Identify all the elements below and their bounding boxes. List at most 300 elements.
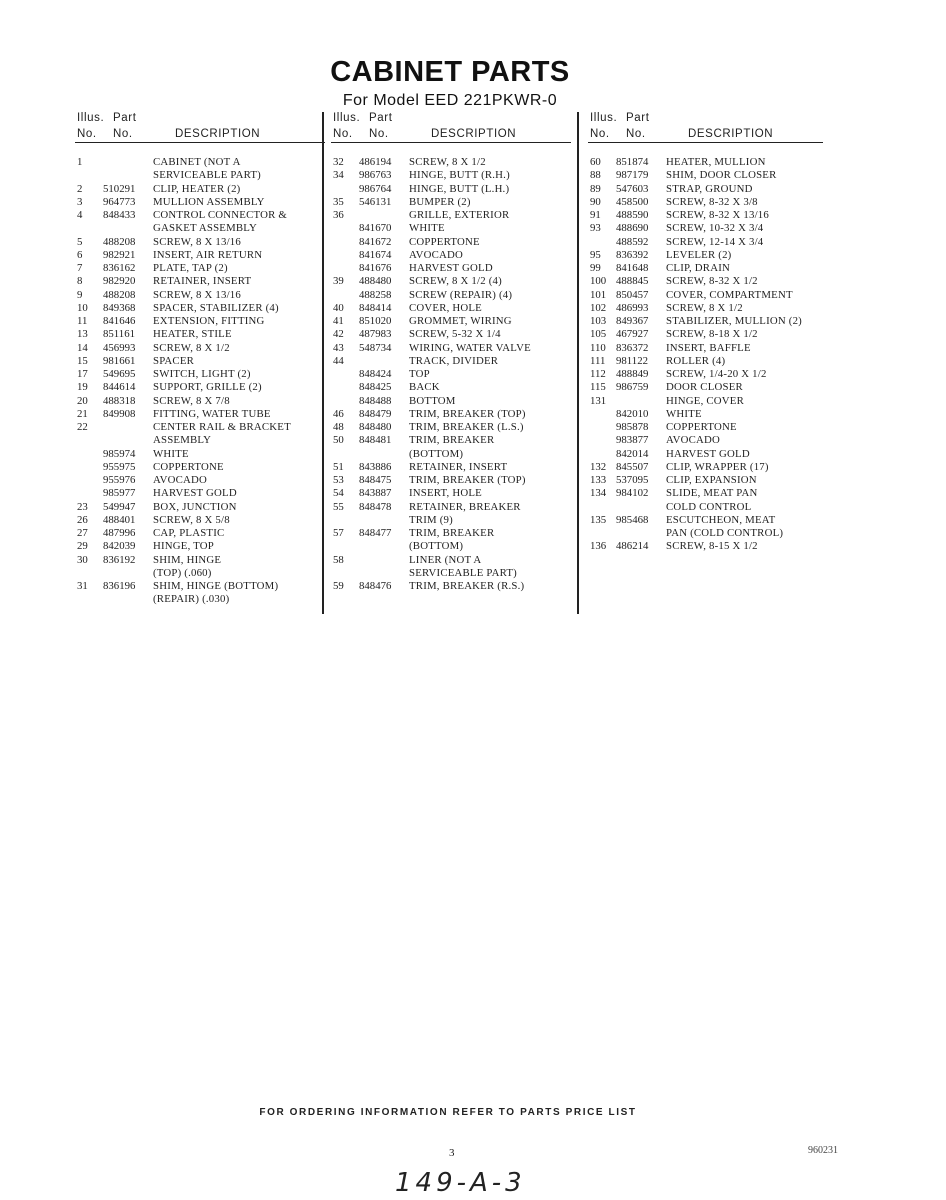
header-part-no: No. — [626, 128, 646, 140]
illus-number: 2 — [77, 182, 83, 195]
table-row — [331, 461, 591, 474]
part-number: 985878 — [616, 421, 649, 433]
table-row — [75, 196, 335, 209]
illus-number: 42 — [333, 328, 344, 341]
part-description: EXTENSION, FITTING — [153, 315, 265, 327]
part-number: 488258 — [359, 288, 392, 301]
table-row — [331, 580, 591, 593]
table-row — [588, 527, 848, 540]
part-number: 964773 — [103, 195, 136, 208]
table-row — [331, 554, 591, 567]
part-number: 549947 — [103, 500, 136, 513]
illus-number: 10 — [77, 301, 88, 314]
table-row — [331, 209, 591, 222]
part-description: SCREW, 8-32 X 1/2 — [666, 275, 758, 288]
table-row — [588, 315, 848, 328]
table-row — [588, 461, 848, 474]
part-number: 841672 — [359, 235, 392, 248]
part-number: 848480 — [359, 421, 392, 433]
table-row — [588, 156, 848, 169]
part-number: 851874 — [616, 156, 649, 168]
table-row — [588, 434, 848, 447]
part-description: WHITE — [409, 222, 445, 235]
table-row — [331, 342, 591, 355]
parts-table — [75, 156, 335, 607]
table-row — [331, 169, 591, 182]
table-row — [331, 448, 591, 461]
table-row — [75, 593, 335, 606]
table-row — [331, 355, 591, 368]
part-number: 841670 — [359, 222, 392, 235]
illus-number: 15 — [77, 354, 88, 367]
part-description: SERVICEABLE PART) — [409, 566, 517, 579]
part-description: AVOCADO — [666, 434, 720, 447]
part-number: 836196 — [103, 580, 136, 592]
part-number: 848488 — [359, 394, 392, 407]
part-number: 841674 — [359, 248, 392, 261]
part-description: CLIP, WRAPPER (17) — [666, 460, 769, 473]
illus-number: 31 — [77, 580, 88, 592]
part-description: HARVEST GOLD — [409, 262, 493, 274]
part-number: 851020 — [359, 315, 392, 327]
part-description: COPPERTONE — [666, 421, 737, 433]
illus-number: 51 — [333, 460, 344, 473]
part-number: 982921 — [103, 248, 136, 261]
part-description: AVOCADO — [409, 248, 463, 261]
table-row — [75, 328, 335, 341]
part-description: COVER, COMPARTMENT — [666, 288, 793, 301]
table-row — [75, 395, 335, 408]
part-description: INSERT, HOLE — [409, 487, 482, 500]
table-row — [331, 474, 591, 487]
illus-number: 95 — [590, 248, 601, 261]
table-row — [588, 514, 848, 527]
header-illus-no: No. — [590, 128, 610, 140]
illus-number: 46 — [333, 407, 344, 420]
part-number: 986763 — [359, 169, 392, 182]
part-number: 848433 — [103, 209, 136, 221]
table-row — [331, 514, 591, 527]
illus-number: 26 — [77, 513, 88, 526]
illus-number: 135 — [590, 513, 607, 526]
table-row — [588, 395, 848, 408]
table-row — [331, 381, 591, 394]
illus-number: 93 — [590, 222, 601, 235]
part-number: 985468 — [616, 513, 649, 526]
part-number: 488592 — [616, 235, 649, 248]
part-description: HINGE, BUTT (L.H.) — [409, 182, 510, 195]
table-row — [588, 448, 848, 461]
illus-number: 58 — [333, 553, 344, 566]
table-row — [588, 342, 848, 355]
illus-number: 133 — [590, 474, 607, 486]
table-row — [331, 368, 591, 381]
table-row — [331, 249, 591, 262]
header-illus: Illus. — [333, 112, 361, 124]
part-number: 848478 — [359, 500, 392, 513]
illus-number: 19 — [77, 381, 88, 394]
part-description: HEATER, STILE — [153, 328, 232, 341]
illus-number: 59 — [333, 580, 344, 592]
table-row — [588, 474, 848, 487]
part-number: 488849 — [616, 368, 649, 380]
part-number: 488690 — [616, 222, 649, 235]
part-number: 844614 — [103, 381, 136, 394]
part-description: TRIM, BREAKER (L.S.) — [409, 421, 524, 433]
table-row — [331, 183, 591, 196]
part-number: 458500 — [616, 195, 649, 208]
part-description: ESCUTCHEON, MEAT — [666, 513, 776, 526]
part-description: WIRING, WATER VALVE — [409, 341, 531, 354]
table-row — [331, 501, 591, 514]
part-description: CAP, PLASTIC — [153, 527, 225, 539]
illus-number: 50 — [333, 434, 344, 447]
part-description: CLIP, EXPANSION — [666, 474, 757, 486]
part-number: 849908 — [103, 407, 136, 420]
part-description: HARVEST GOLD — [153, 487, 237, 500]
illus-number: 40 — [333, 301, 344, 314]
part-description: ASSEMBLY — [153, 434, 212, 447]
part-number: 842010 — [616, 407, 649, 420]
part-number: 982920 — [103, 275, 136, 288]
part-description: CLIP, DRAIN — [666, 262, 730, 274]
table-row — [75, 368, 335, 381]
table-row — [75, 289, 335, 302]
part-number: 849367 — [616, 315, 649, 327]
part-number: 836162 — [103, 262, 136, 274]
header-illus: Illus. — [590, 112, 618, 124]
illus-number: 35 — [333, 195, 344, 208]
part-description: INSERT, AIR RETURN — [153, 248, 263, 261]
table-row — [588, 222, 848, 235]
illus-number: 132 — [590, 460, 607, 473]
header-rule — [588, 142, 823, 143]
table-row — [331, 567, 591, 580]
header-illus-no: No. — [333, 128, 353, 140]
part-description: GASKET ASSEMBLY — [153, 222, 258, 235]
part-number: 985977 — [103, 487, 136, 500]
part-description: GROMMET, WIRING — [409, 315, 512, 327]
part-number: 487983 — [359, 328, 392, 341]
table-row — [75, 501, 335, 514]
illus-number: 53 — [333, 474, 344, 486]
table-row — [588, 487, 848, 500]
part-description: CLIP, HEATER (2) — [153, 182, 241, 195]
header-description: DESCRIPTION — [431, 128, 517, 140]
illus-number: 89 — [590, 182, 601, 195]
part-number: 548734 — [359, 341, 392, 354]
table-row — [75, 262, 335, 275]
part-number: 488480 — [359, 275, 392, 288]
header-description: DESCRIPTION — [175, 128, 261, 140]
illus-number: 20 — [77, 394, 88, 407]
part-number: 842014 — [616, 447, 649, 460]
illus-number: 110 — [590, 341, 606, 354]
part-description: SHIM, HINGE — [153, 553, 222, 566]
illus-number: 30 — [77, 553, 88, 566]
table-row — [331, 275, 591, 288]
table-row — [331, 236, 591, 249]
table-row — [331, 421, 591, 434]
table-row — [588, 249, 848, 262]
part-number: 848481 — [359, 434, 392, 447]
part-number: 488845 — [616, 275, 649, 288]
table-row — [331, 315, 591, 328]
part-description: AVOCADO — [153, 474, 207, 486]
illus-number: 99 — [590, 262, 601, 274]
table-row — [75, 434, 335, 447]
header-part-no: No. — [113, 128, 133, 140]
header-part-no: No. — [369, 128, 389, 140]
header-part: Part — [113, 112, 137, 124]
part-number: 848414 — [359, 301, 392, 314]
table-row — [75, 236, 335, 249]
illus-number: 27 — [77, 527, 88, 539]
parts-table — [331, 156, 591, 593]
illus-number: 29 — [77, 540, 88, 553]
table-row — [588, 302, 848, 315]
table-row — [331, 540, 591, 553]
table-row — [331, 196, 591, 209]
part-number: 851161 — [103, 328, 135, 341]
part-number: 981661 — [103, 354, 136, 367]
table-row — [588, 196, 848, 209]
table-row — [75, 275, 335, 288]
part-description: SCREW, 8 X 7/8 — [153, 394, 230, 407]
illus-number: 111 — [590, 354, 606, 367]
table-row — [75, 421, 335, 434]
illus-number: 100 — [590, 275, 607, 288]
illus-number: 102 — [590, 301, 607, 314]
part-description: SCREW, 1/4-20 X 1/2 — [666, 368, 767, 380]
part-description: GRILLE, EXTERIOR — [409, 209, 510, 221]
part-description: SCREW, 8-32 X 3/8 — [666, 195, 758, 208]
part-number: 841646 — [103, 315, 136, 327]
parts-table — [588, 156, 848, 554]
part-description: RETAINER, INSERT — [153, 275, 252, 288]
table-row — [75, 514, 335, 527]
part-description: (REPAIR) (.030) — [153, 593, 230, 606]
illus-number: 22 — [77, 421, 88, 433]
table-row — [588, 408, 848, 421]
illus-number: 11 — [77, 315, 88, 327]
illus-number: 34 — [333, 169, 344, 182]
table-row — [588, 262, 848, 275]
table-row — [75, 448, 335, 461]
part-number: 841676 — [359, 262, 392, 274]
part-description: BOX, JUNCTION — [153, 500, 237, 513]
part-description: SWITCH, LIGHT (2) — [153, 368, 251, 380]
illus-number: 5 — [77, 235, 83, 248]
part-description: BOTTOM — [409, 394, 456, 407]
table-row — [75, 474, 335, 487]
illus-number: 9 — [77, 288, 83, 301]
part-description: HARVEST GOLD — [666, 447, 750, 460]
table-row — [75, 249, 335, 262]
illus-number: 103 — [590, 315, 607, 327]
table-row — [331, 302, 591, 315]
illus-number: 39 — [333, 275, 344, 288]
illus-number: 44 — [333, 354, 344, 367]
table-row — [75, 355, 335, 368]
document-code: 960231 — [808, 1145, 838, 1156]
ordering-note: FOR ORDERING INFORMATION REFER TO PARTS PRICE LIST — [259, 1107, 637, 1118]
part-description: PAN (COLD CONTROL) — [666, 527, 784, 539]
part-description: (BOTTOM) — [409, 540, 464, 553]
illus-number: 3 — [77, 195, 83, 208]
illus-number: 88 — [590, 169, 601, 182]
part-number: 985974 — [103, 447, 136, 460]
table-row — [331, 289, 591, 302]
table-row — [75, 183, 335, 196]
part-description: BUMPER (2) — [409, 195, 471, 208]
header-description: DESCRIPTION — [688, 128, 774, 140]
part-description: COVER, HOLE — [409, 301, 482, 314]
table-row — [331, 487, 591, 500]
table-row — [588, 355, 848, 368]
table-row — [75, 169, 335, 182]
part-description: COPPERTONE — [409, 235, 480, 248]
part-description: SCREW, 10-32 X 3/4 — [666, 222, 764, 235]
illus-number: 54 — [333, 487, 344, 500]
part-description: ROLLER (4) — [666, 354, 726, 367]
table-row — [75, 461, 335, 474]
part-description: TRIM, BREAKER (R.S.) — [409, 580, 525, 592]
illus-number: 115 — [590, 381, 606, 394]
table-row — [75, 342, 335, 355]
part-number: 467927 — [616, 328, 649, 341]
part-description: WHITE — [666, 407, 702, 420]
part-number: 488318 — [103, 394, 136, 407]
illus-number: 112 — [590, 368, 606, 380]
part-description: SCREW, 8 X 1/2 — [409, 156, 486, 168]
part-description: SUPPORT, GRILLE (2) — [153, 381, 262, 394]
part-description: TRIM, BREAKER — [409, 434, 495, 447]
part-description: STRAP, GROUND — [666, 182, 753, 195]
part-description: RETAINER, INSERT — [409, 460, 508, 473]
table-row — [75, 315, 335, 328]
part-number: 456993 — [103, 341, 136, 354]
table-row — [75, 487, 335, 500]
handwritten-note: 149-A-3 — [395, 1168, 526, 1198]
table-row — [331, 434, 591, 447]
part-number: 848476 — [359, 580, 392, 592]
part-number: 488208 — [103, 288, 136, 301]
part-number: 488590 — [616, 209, 649, 221]
header-part: Part — [369, 112, 393, 124]
illus-number: 13 — [77, 328, 88, 341]
table-row — [75, 540, 335, 553]
part-number: 848475 — [359, 474, 392, 486]
illus-number: 4 — [77, 209, 83, 221]
part-description: SCREW, 8-15 X 1/2 — [666, 540, 758, 553]
page-title: CABINET PARTS — [330, 56, 570, 88]
part-description: BACK — [409, 381, 440, 394]
part-number: 848479 — [359, 407, 392, 420]
part-description: INSERT, BAFFLE — [666, 341, 751, 354]
part-number: 955975 — [103, 460, 136, 473]
part-description: SCREW, 8-18 X 1/2 — [666, 328, 758, 341]
illus-number: 134 — [590, 487, 607, 500]
part-number: 981122 — [616, 354, 648, 367]
part-number: 843886 — [359, 460, 392, 473]
part-number: 987179 — [616, 169, 649, 182]
table-row — [75, 381, 335, 394]
table-row — [331, 527, 591, 540]
table-row — [588, 421, 848, 434]
part-description: COLD CONTROL — [666, 500, 752, 513]
part-description: TOP — [409, 368, 430, 380]
part-description: SHIM, DOOR CLOSER — [666, 169, 777, 182]
page-number: 3 — [449, 1147, 455, 1159]
part-description: COPPERTONE — [153, 460, 224, 473]
part-description: CENTER RAIL & BRACKET — [153, 421, 291, 433]
table-row — [588, 381, 848, 394]
part-number: 850457 — [616, 288, 649, 301]
illus-number: 23 — [77, 500, 88, 513]
part-number: 848424 — [359, 368, 392, 380]
header-rule — [75, 142, 325, 143]
part-description: SCREW, 12-14 X 3/4 — [666, 235, 764, 248]
part-description: SPACER — [153, 354, 195, 367]
table-row — [588, 209, 848, 222]
header-illus-no: No. — [77, 128, 97, 140]
part-description: SCREW, 8 X 13/16 — [153, 288, 241, 301]
illus-number: 91 — [590, 209, 601, 221]
part-number: 848425 — [359, 381, 392, 394]
part-description: SCREW, 8 X 1/2 — [666, 301, 743, 314]
illus-number: 43 — [333, 341, 344, 354]
illus-number: 36 — [333, 209, 344, 221]
part-description: WHITE — [153, 447, 189, 460]
part-number: 510291 — [103, 182, 136, 195]
part-description: MULLION ASSEMBLY — [153, 195, 265, 208]
part-number: 836192 — [103, 553, 136, 566]
part-description: SCREW (REPAIR) (4) — [409, 288, 513, 301]
illus-number: 60 — [590, 156, 601, 168]
illus-number: 8 — [77, 275, 83, 288]
header-rule — [331, 142, 571, 143]
part-description: SHIM, HINGE (BOTTOM) — [153, 580, 279, 592]
table-row — [75, 527, 335, 540]
illus-number: 32 — [333, 156, 344, 168]
illus-number: 21 — [77, 407, 88, 420]
part-number: 983877 — [616, 434, 649, 447]
part-number: 549695 — [103, 368, 136, 380]
part-number: 955976 — [103, 474, 136, 486]
part-description: SCREW, 5-32 X 1/4 — [409, 328, 501, 341]
part-number: 843887 — [359, 487, 392, 500]
part-number: 845507 — [616, 460, 649, 473]
part-number: 488401 — [103, 513, 136, 526]
part-description: FITTING, WATER TUBE — [153, 407, 271, 420]
part-number: 848477 — [359, 527, 392, 539]
part-description: (BOTTOM) — [409, 447, 464, 460]
table-row — [75, 302, 335, 315]
part-description: TRIM, BREAKER (TOP) — [409, 407, 526, 420]
illus-number: 131 — [590, 394, 607, 407]
part-number: 537095 — [616, 474, 649, 486]
table-row — [331, 156, 591, 169]
illus-number: 1 — [77, 156, 83, 168]
part-description: DOOR CLOSER — [666, 381, 743, 394]
table-row — [331, 328, 591, 341]
part-number: 547603 — [616, 182, 649, 195]
part-number: 486993 — [616, 301, 649, 314]
table-row — [588, 183, 848, 196]
table-row — [588, 540, 848, 553]
part-number: 849368 — [103, 301, 136, 314]
